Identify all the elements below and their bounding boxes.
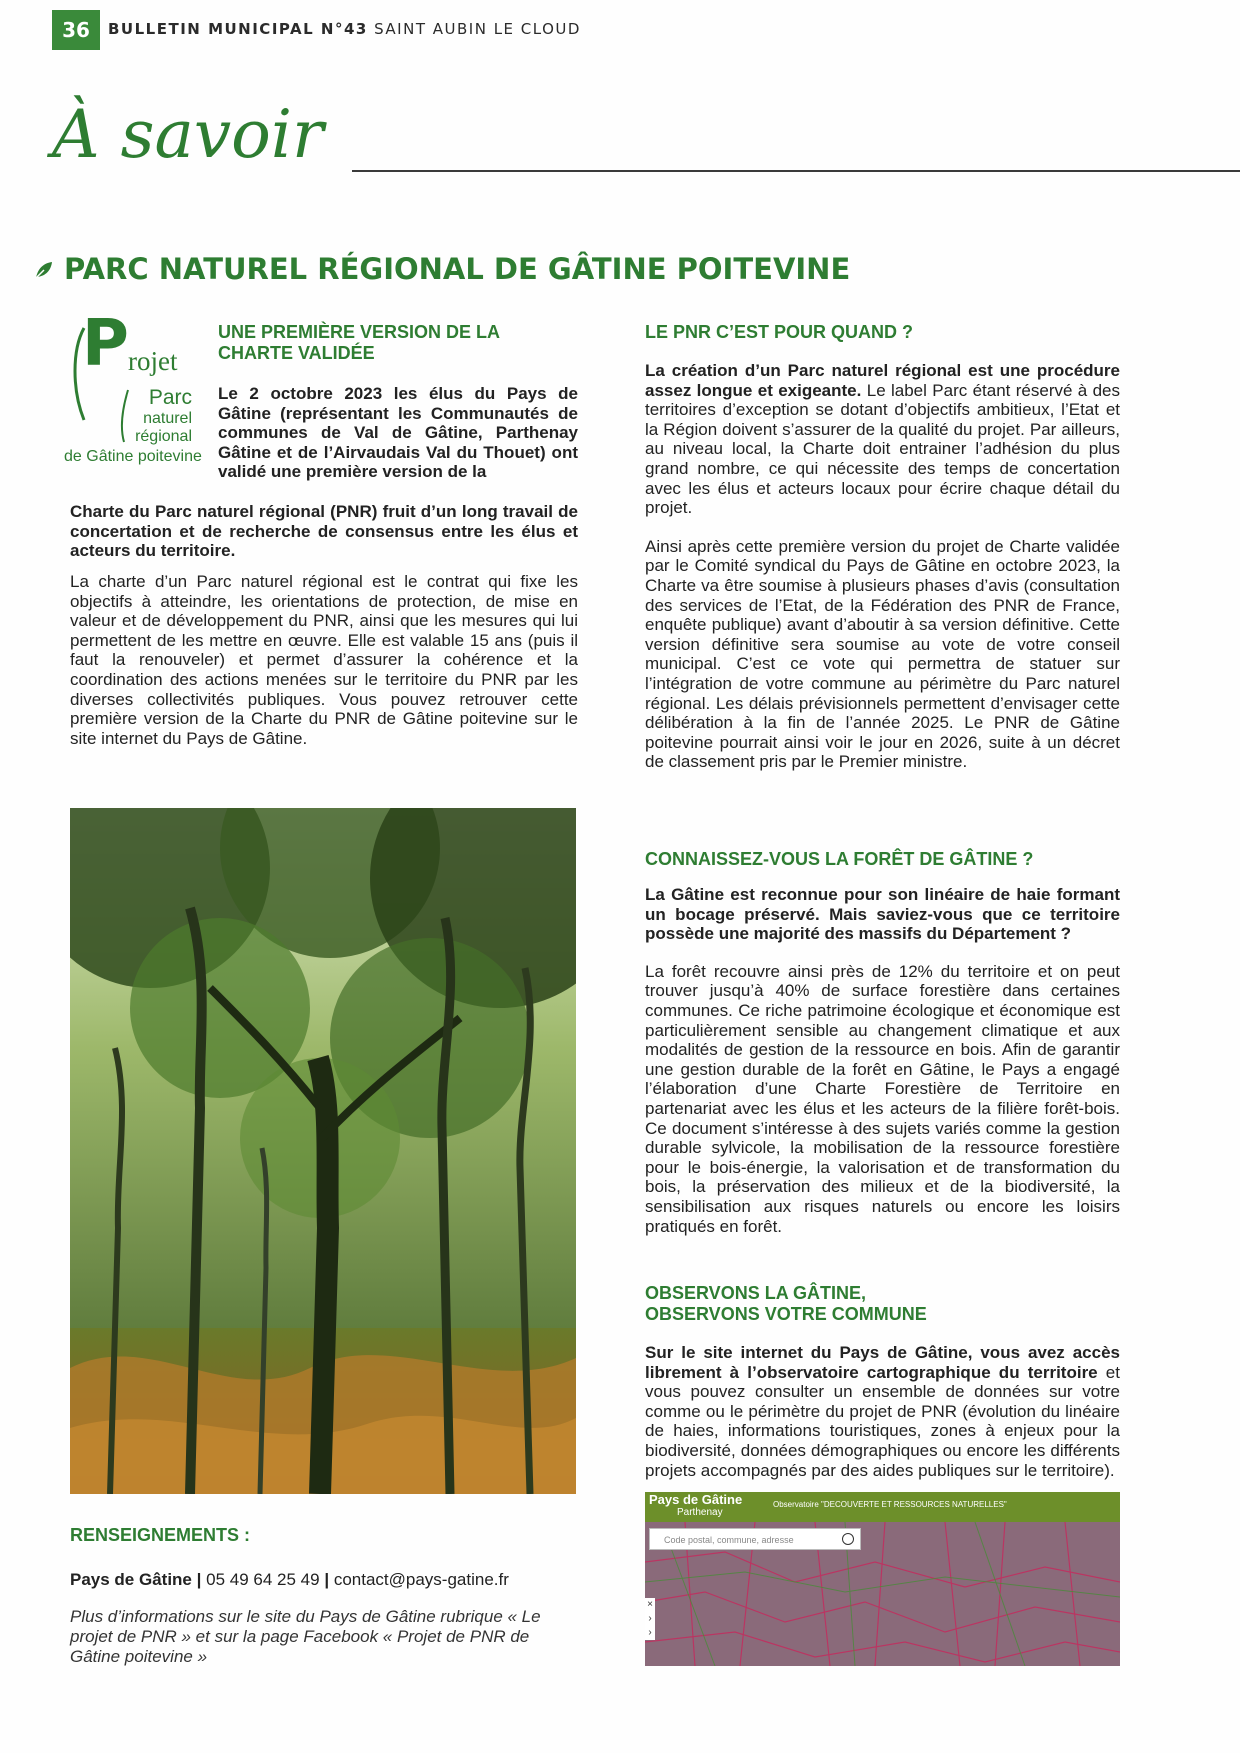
map-controls	[645, 1598, 655, 1640]
forest-photo	[70, 808, 576, 1494]
map-brand-name: Pays de Gâtine	[649, 1492, 743, 1507]
left-intro-block	[218, 384, 578, 482]
page-number: 36	[52, 10, 100, 50]
contact-email[interactable]: contact@pays-gatine.fr	[333, 1570, 509, 1589]
main-title	[34, 252, 850, 286]
map-brand	[649, 1493, 742, 1519]
more-info: Plus d’informations sur le site du Pays de Gâtine rubrique « Le projet de PNR » et sur la page Facebook « Projet de PNR de Gâtine poitevine »	[70, 1607, 541, 1666]
observatory-map-screenshot	[645, 1492, 1120, 1666]
logo-naturel: naturel	[143, 410, 192, 427]
observe-p1	[645, 1343, 1120, 1480]
close-icon[interactable]: ×	[647, 1599, 653, 1610]
contact-phone[interactable]: 05 49 64 25 49	[206, 1570, 320, 1589]
pnr-project-logo	[64, 307, 202, 470]
forest-section	[645, 849, 1120, 1236]
bulletin-title: BULLETIN MUNICIPAL N°43	[108, 20, 368, 38]
leaf-icon	[34, 260, 54, 280]
forest-p2: La forêt recouvre ainsi près de 12% du territoire et on peut trouver jusqu’à 40% de surface forestière dans certaines communes. Ce riche patrimoine écologique et économique est particulièrement sensible au changement climatique et aux modalités de gestion de la ressource en bois. Afin de garantir une gestion durable de la forêt en Gâtine, le Pays a engagé l’élaboration d’une Charte Forestière de Territoire en partenariat avec les élus et les acteurs de la filière forêt-bois. Ce document s’intéresse à des sujets variés comme la gestion durable sylvicole, la mobilisation de la ressource forestière pour le bois-énergie, la valorisation et de transformation du bois, la préservation des milieux et de la biodiversité, la sensibilisation aux risques naturels ou encore les loisirs pratiqués en forêt.	[645, 961, 1120, 1236]
forest-heading: CONNAISSEZ-VOUS LA FORÊT DE GÂTINE ?	[645, 849, 1034, 869]
contact-org: Pays de Gâtine	[70, 1570, 192, 1589]
map-brand-sub: Parthenay	[677, 1507, 723, 1518]
pnr-when-p1-rest: Le label Parc étant réservé à des territoires d’exception se dotant d’objectifs ambitieux, l’Etat et la Région doivent s’assurer de la qualité du projet. Par ailleurs, au niveau local, la Charte doit entrainer l’adhésion du plus grand nombre, ce qui nécessite des temps de concertation avec les élus et acteurs locaux pour écrire chaque détail du projet.	[645, 380, 1121, 518]
pnr-when-section	[645, 322, 1120, 772]
observe-p1-bold: Sur le site internet du Pays de Gâtine, vous avez accès librement à l’observatoire cartographique du territoire	[645, 1343, 1120, 1382]
contact-separator: |	[324, 1570, 330, 1589]
logo-letter-p: P	[82, 307, 129, 381]
section-title: À savoir	[52, 96, 324, 173]
charter-intro-cont: Charte du Parc naturel régional (PNR) fruit d’un long travail de concertation et de recherche de consensus entre les élus et acteurs du territoire.	[70, 502, 578, 561]
pnr-when-p1-bold: La création d’un Parc naturel régional est une procédure assez longue et exigeante.	[645, 361, 1120, 400]
observe-p1-rest: et vous pouvez consulter un ensemble de données sur votre comme ou le périmètre du projet de PNR (évolution du linéaire de haies, informations touristiques, zones à enjeux pour la biodiversité, données démographiques ou encore les différents projets accompagnés par des aides publiques sur le territoire).	[645, 1362, 1120, 1480]
chevron-right-icon[interactable]: ›	[648, 1627, 652, 1638]
charter-intro: Le 2 octobre 2023 les élus du Pays de Gâtine (représentant les Communautés de communes de Val de Gâtine, Parthenay Gâtine et de l’Airvaudais Val du Thouet) ont validé une première version de la	[218, 384, 578, 482]
map-header-bar	[645, 1492, 1120, 1522]
map-search-input[interactable]	[649, 1528, 861, 1550]
left-heading-block	[218, 322, 578, 364]
map-search-placeholder: Code postal, commune, adresse	[664, 1535, 794, 1545]
observe-heading-l2: OBSERVONS VOTRE COMMUNE	[645, 1304, 927, 1324]
map-observatory-title: Observatoire "DECOUVERTE ET RESSOURCES NATURELLES"	[773, 1500, 1007, 1509]
chevron-right-icon[interactable]: ›	[648, 1613, 652, 1624]
pnr-when-p1	[645, 361, 1120, 518]
left-intro-continued	[70, 502, 578, 561]
logo-regional: régional	[135, 428, 192, 445]
left-paragraph-block	[70, 572, 578, 748]
main-title-text: PARC NATUREL RÉGIONAL DE GÂTINE POITEVINE	[64, 252, 851, 286]
observe-heading-l1: OBSERVONS LA GÂTINE,	[645, 1283, 867, 1303]
contact-line	[70, 1570, 509, 1590]
observe-section	[645, 1283, 1120, 1480]
logo-projet: rojet	[128, 346, 178, 376]
charter-heading: UNE PREMIÈRE VERSION DE LA CHARTE VALIDÉE	[218, 322, 500, 363]
locate-icon[interactable]	[842, 1533, 854, 1545]
section-rule	[352, 170, 1240, 172]
contact-separator: |	[196, 1570, 202, 1589]
observe-heading	[645, 1283, 1120, 1325]
logo-gatine: de Gâtine poitevine	[64, 448, 202, 465]
pnr-when-heading: LE PNR C’EST POUR QUAND ?	[645, 322, 914, 342]
charter-description: La charte d’un Parc naturel régional est le contrat qui fixe les objectifs à atteindre, les orientations de protection, de mise en valeur et de développement du PNR, ainsi que les mesures qui lui permettent de les mettre en œuvre. Elle est valable 15 ans (puis il faut la renouveler) et permet d’assurer la cohérence et la coordination des actions menées sur le territoire du PNR par les diverses collectivités publiques. Vous pouvez retrouver cette première version de la Charte du PNR de Gâtine poitevine sur le site internet du Pays de Gâtine.	[70, 572, 578, 748]
forest-p1: La Gâtine est reconnue pour son linéaire de haie formant un bocage préservé. Mais saviez-vous que ce territoire possède une majorité des massifs du Département ?	[645, 885, 1120, 944]
bulletin-header	[108, 20, 581, 38]
logo-parc: Parc	[148, 386, 192, 409]
forest-image	[70, 808, 576, 1494]
commune-name: SAINT AUBIN LE CLOUD	[374, 20, 581, 38]
pnr-when-p2: Ainsi après cette première version du projet de Charte validée par le Comité syndical du Pays de Gâtine en octobre 2023, la Charte va être soumise à plusieurs phases d’avis (consultation des services de l’Etat, de la Fédération des PNR de France, enquête publique) avant d’aboutir à sa version définitive. Cette version définitive sera soumise au vote de votre conseil municipal. C’est ce vote qui permettra de statuer sur l’intégration de votre commune au périmètre du Parc naturel régional. Les délais prévisionnels permettent d’envisager cette délibération à la fin de l’année 2025. Le PNR de Gâtine poitevine pourrait ainsi voir le jour en 2026, suite à un décret de classement pris par le Premier ministre.	[645, 536, 1120, 772]
renseignements-title: RENSEIGNEMENTS :	[70, 1525, 251, 1545]
